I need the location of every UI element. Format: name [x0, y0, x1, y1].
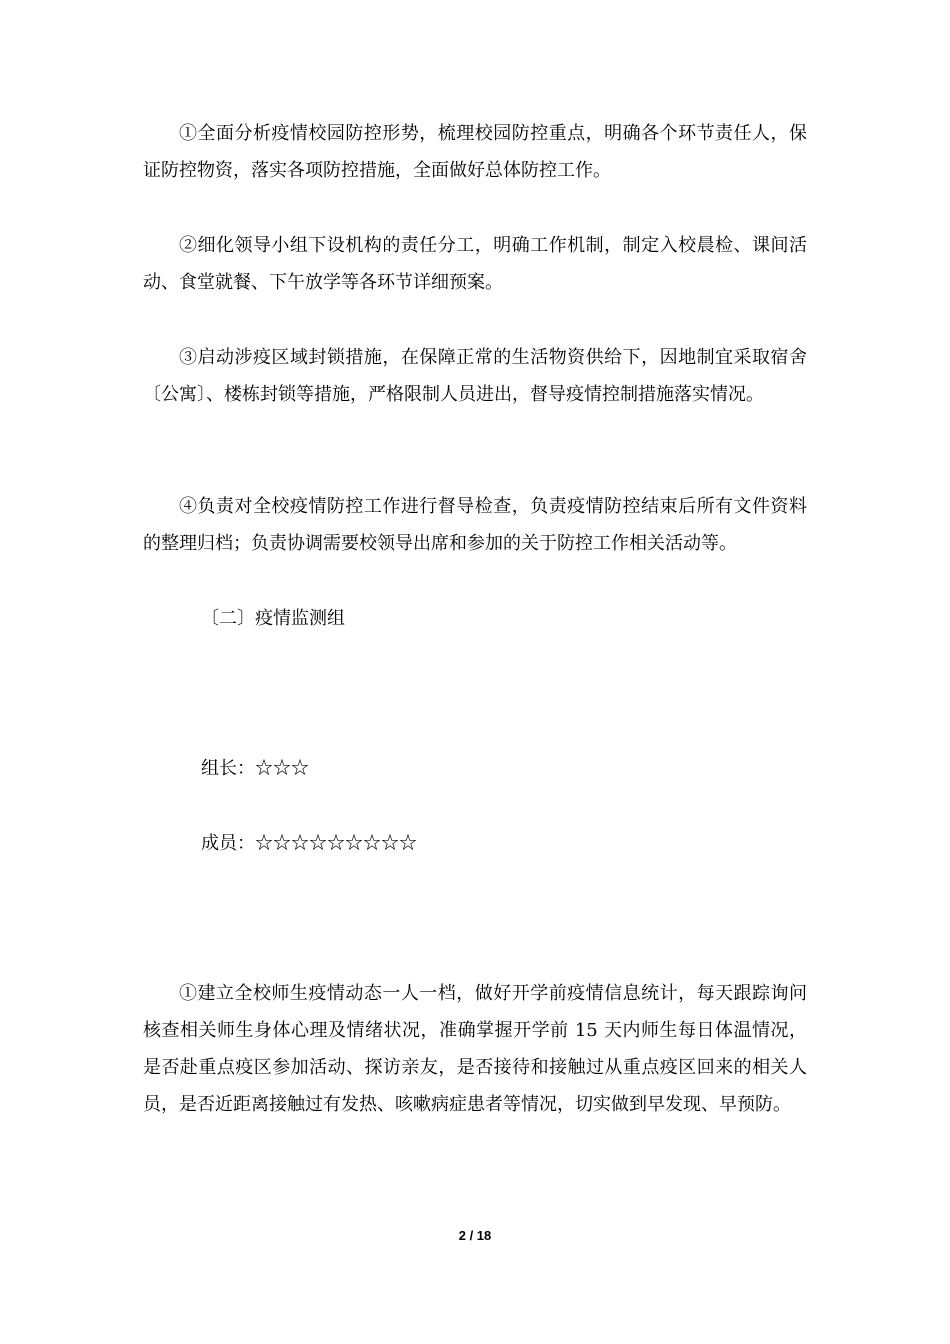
paragraph-2: ②细化领导小组下设机构的责任分工，明确工作机制，制定入校晨检、课间活动、食堂就餐、下午放学等各环节详细预案。	[143, 235, 807, 293]
leader-line: 组长：☆☆☆	[201, 758, 309, 779]
paragraph-4: ④负责对全校疫情防控工作进行督导检查，负责疫情防控结束后所有文件资料的整理归档；负责协调需要校领导出席和参加的关于防控工作相关活动等。	[143, 496, 807, 554]
paragraph-5: ①建立全校师生疫情动态一人一档，做好开学前疫情信息统计，每天跟踪询问核查相关师生身体心理及情绪状况，准确掌握开学前 15 天内师生每日体温情况，是否赴重点疫区参加活动、探访亲友，是否接待和接触过从重点疫区回来的相关人员，是否近距离接触过有发热、咳嗽病症患者等情况，切实做到早发现、早预防。	[143, 983, 807, 1115]
members-line: 成员：☆☆☆☆☆☆☆☆☆	[201, 833, 417, 854]
section-heading: 〔二〕疫情监测组	[201, 608, 345, 629]
paragraph-3: ③启动涉疫区域封锁措施，在保障正常的生活物资供给下，因地制宜采取宿舍〔公寓〕、楼栋封锁等措施，严格限制人员进出，督导疫情控制措施落实情况。	[143, 347, 807, 405]
paragraph-1: ①全面分析疫情校园防控形势，梳理校园防控重点，明确各个环节责任人，保证防控物资，落实各项防控措施，全面做好总体防控工作。	[143, 123, 807, 181]
page-number: 2 / 18	[458, 1228, 492, 1243]
